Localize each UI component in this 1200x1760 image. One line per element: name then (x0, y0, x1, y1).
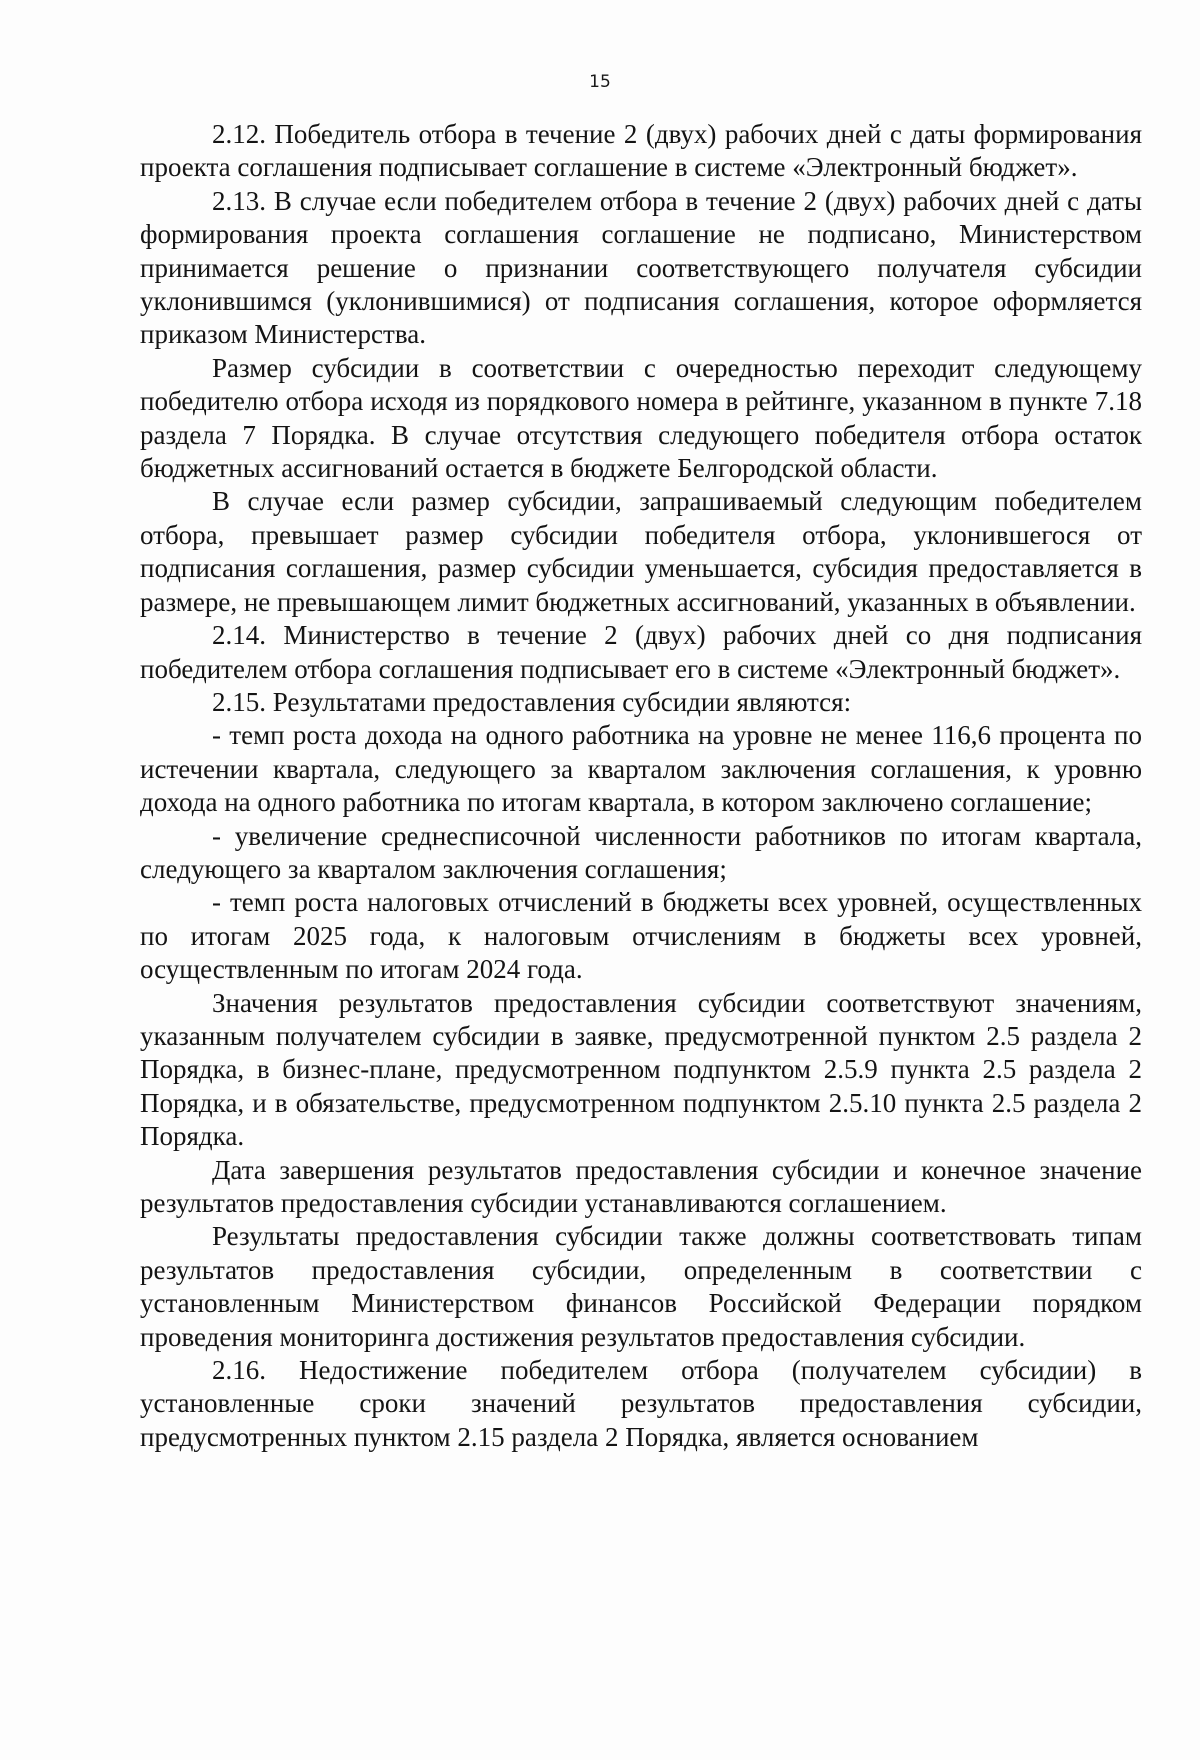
paragraph-2-13: 2.13. В случае если победителем отбора в течение 2 (двух) рабочих дней с даты формирования проекта соглашения соглашение не подписано, Министерством принимается решение о признании соответствующего получателя субсидии уклонившимся (уклонившимися) от подписания соглашения, которое оформляется приказом Министерства. (140, 185, 1142, 350)
paragraph-2-12: 2.12. Победитель отбора в течение 2 (двух) рабочих дней с даты формирования проекта соглашения подписывает соглашение в системе «Электронный бюджет». (140, 119, 1142, 183)
paragraph-result-values: Значения результатов предоставления субсидии соответствуют значениям, указанным получателем субсидии в заявке, предусмотренной пунктом 2.5 раздела 2 Порядка, в бизнес-плане, предусмотренном подпунктом 2.5.9 пункта 2.5 раздела 2 Порядка, и в обязательстве, предусмотренном подпунктом 2.5.10 пункта 2.5 раздела 2 Порядка. (140, 987, 1142, 1152)
paragraph-completion-date: Дата завершения результатов предоставления субсидии и конечное значение результатов предоставления субсидии устанавливаются соглашением. (140, 1154, 1142, 1218)
paragraph-subsidy-transfer: Размер субсидии в соответствии с очередностью переходит следующему победителю отбора исходя из порядкового номера в рейтинге, указанном в пункте 7.18 раздела 7 Порядка. В случае отсутствия следующего победителя отбора остаток бюджетных ассигнований остается в бюджете Белгородской области. (140, 352, 1142, 484)
paragraph-2-15: 2.15. Результатами предоставления субсидии являются: (212, 686, 852, 717)
list-item-income-growth: - темп роста дохода на одного работника на уровне не менее 116,6 процента по истечении квартала, следующего за кварталом заключения соглашения, к уровню дохода на одного работника по итогам квартала, в котором заключено соглашение; (140, 720, 1142, 818)
paragraph-subsidy-excess: В случае если размер субсидии, запрашиваемый следующим победителем отбора, превышает размер субсидии победителя отбора, уклонившегося от подписания соглашения, размер субсидии уменьшается, субсидия предоставляется в размере, не превышающем лимит бюджетных ассигнований, указанных в объявлении. (140, 486, 1142, 617)
list-item-tax-growth: - темп роста налоговых отчислений в бюджеты всех уровней, осуществленных по итогам 2025 года, к налоговым отчислениям в бюджеты всех уровней, осуществленным по итогам 2024 года. (140, 887, 1142, 985)
paragraph-2-16: 2.16. Недостижение победителем отбора (получателем субсидии) в установленные сроки значений результатов предоставления субсидии, предусмотренных пунктом 2.15 раздела 2 Порядка, является основанием (140, 1355, 1142, 1452)
paragraph-result-types: Результаты предоставления субсидии также должны соответствовать типам результатов предоставления субсидии, определенным в соответствии с установленным Министерством финансов Российской Федерации порядком проведения мониторинга достижения результатов предоставления субсидии. (140, 1221, 1142, 1352)
document-body (140, 118, 1142, 1454)
page-number: 15 (589, 72, 611, 92)
list-item-headcount-growth: - увеличение среднесписочной численности работников по итогам квартала, следующего за кварталом заключения соглашения; (140, 820, 1142, 884)
paragraph-2-14: 2.14. Министерство в течение 2 (двух) рабочих дней со дня подписания победителем отбора соглашения подписывает его в системе «Электронный бюджет». (140, 620, 1142, 684)
